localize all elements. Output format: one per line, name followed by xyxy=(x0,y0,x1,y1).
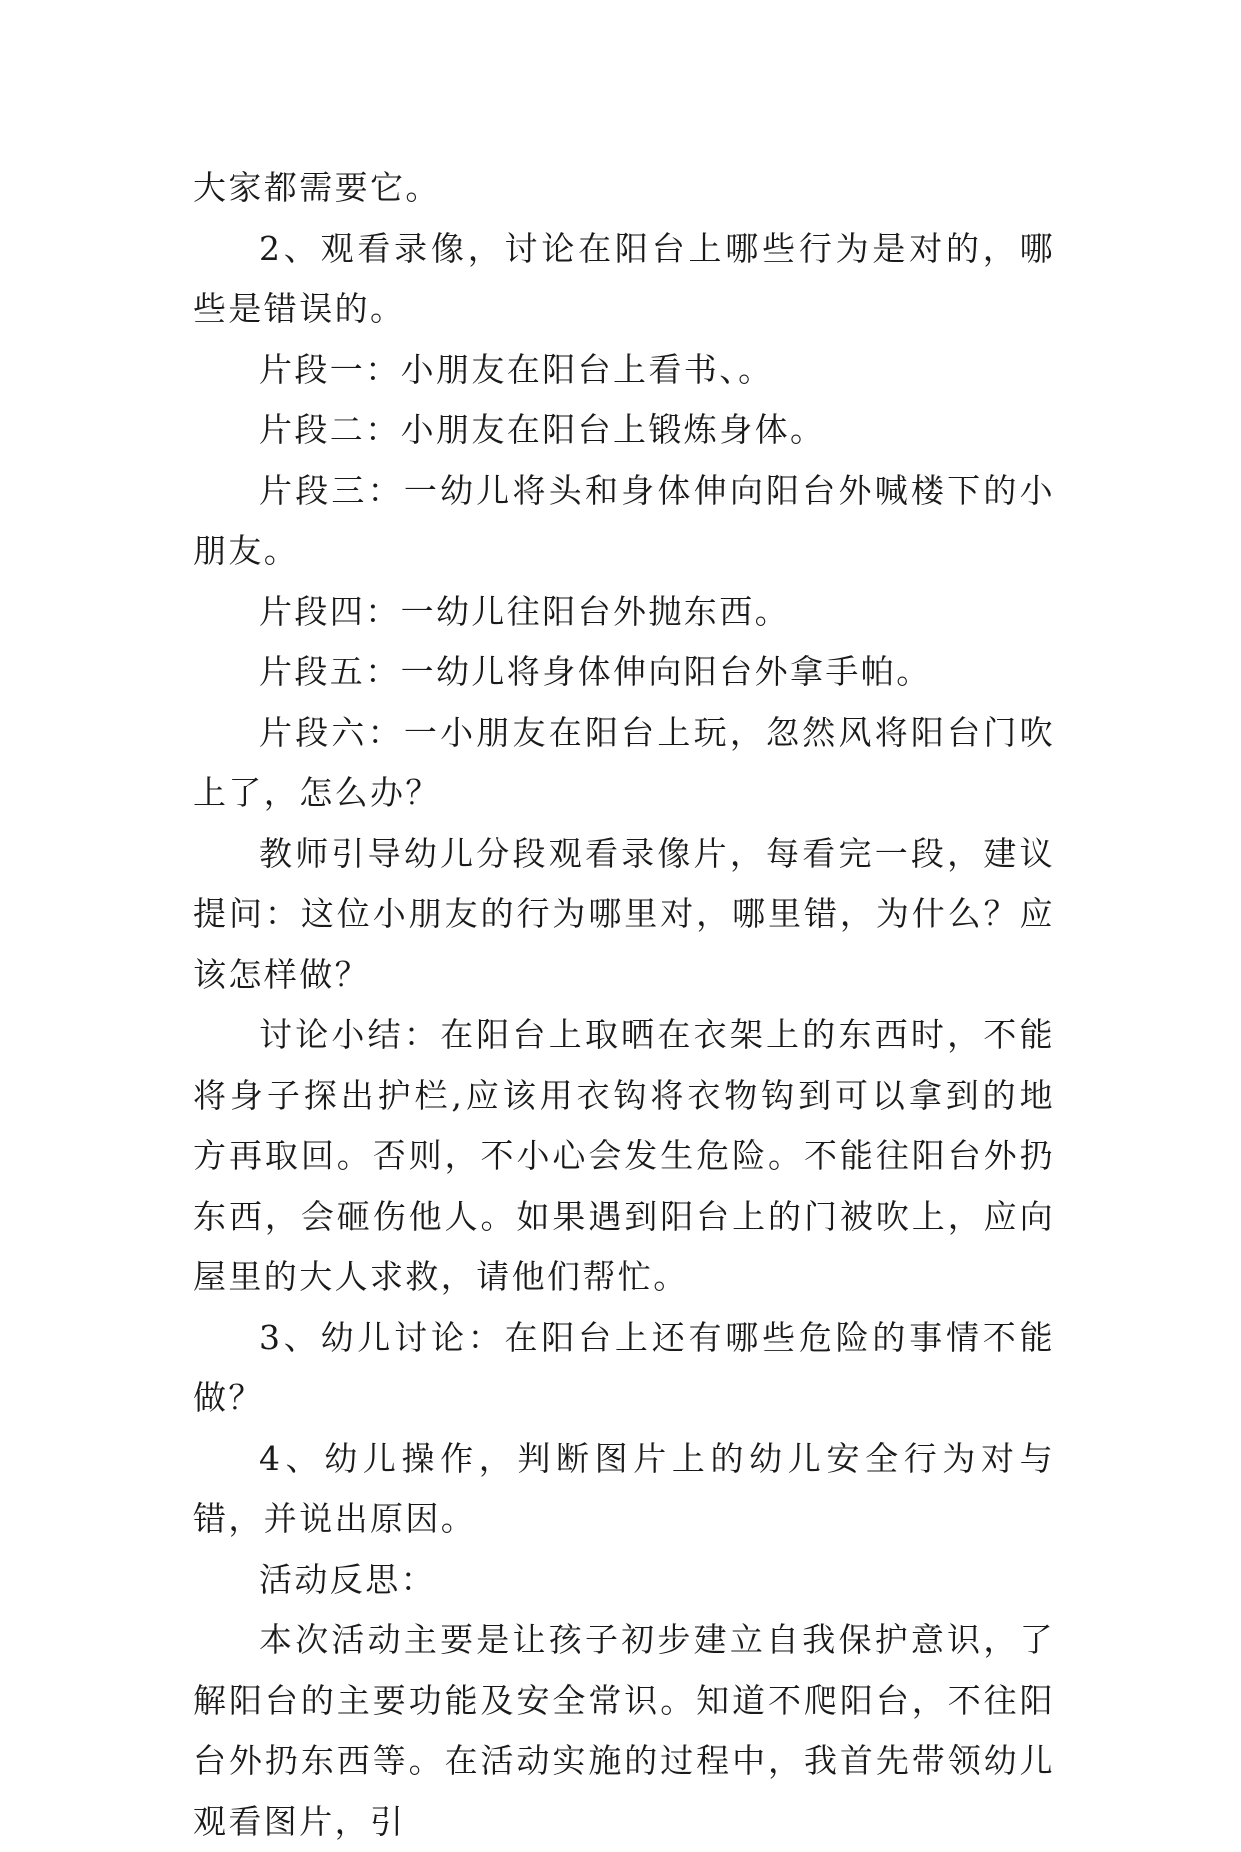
document-page xyxy=(193,158,1055,1852)
paragraph-intro-tail: 大家都需要它。 xyxy=(193,168,441,207)
heading-activity-reflection: 活动反思： xyxy=(259,1559,436,1599)
paragraph-clip-2: 片段二：小朋友在阳台上锻炼身体。 xyxy=(259,410,826,449)
paragraph-teacher-guidance: 教师引导幼儿分段观看录像片，每看完一段，建议提问：这位小朋友的行为哪里对，哪里错，为什么？应该怎样做？ xyxy=(193,833,1055,994)
paragraph-clip-3: 片段三：一幼儿将头和身体伸向阳台外喊楼下的小朋友。 xyxy=(193,470,1055,570)
paragraph-clip-6: 片段六：一小朋友在阳台上玩，忽然风将阳台门吹上了，怎么办？ xyxy=(193,712,1055,812)
paragraph-clip-1: 片段一：小朋友在阳台上看书、。 xyxy=(259,349,774,389)
paragraph-step-2: 2、观看录像，讨论在阳台上哪些行为是对的，哪些是错误的。 xyxy=(193,228,1055,328)
paragraph-reflection: 本次活动主要是让孩子初步建立自我保护意识，了解阳台的主要功能及安全常识。知道不爬阳台，不往阳台外扔东西等。在活动实施的过程中，我首先带领幼儿观看图片，引 xyxy=(193,1620,1055,1841)
paragraph-discussion-summary: 讨论小结：在阳台上取晒在衣架上的东西时，不能将身子探出护栏,应该用衣钩将衣物钩到可以拿到的地方再取回。否则，不小心会发生危险。不能往阳台外扔东西，会砸伤他人。如果遇到阳台上的门被吹上，应向屋里的大人求救，请他们帮忙。 xyxy=(193,1015,1055,1296)
paragraph-clip-4: 片段四：一幼儿往阳台外抛东西。 xyxy=(259,591,790,631)
paragraph-clip-5: 片段五：一幼儿将身体伸向阳台外拿手帕。 xyxy=(259,652,932,691)
paragraph-step-3: 3、幼儿讨论：在阳台上还有哪些危险的事情不能做？ xyxy=(193,1317,1055,1417)
paragraph-step-4: 4、幼儿操作，判断图片上的幼儿安全行为对与错，并说出原因。 xyxy=(193,1438,1055,1538)
